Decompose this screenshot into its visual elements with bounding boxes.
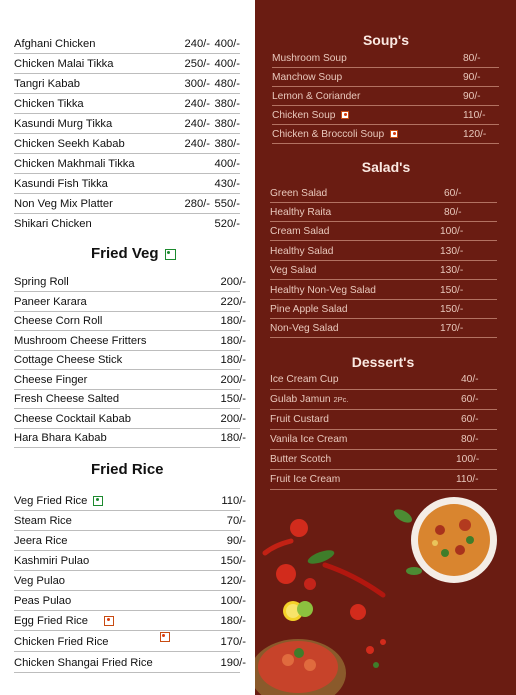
item-price: 200/- [220,373,246,386]
item-name: Jeera Rice [14,534,68,547]
item-name: Cream Salad [270,225,330,237]
menu-item [14,389,246,409]
item-name: Healthy Salad [270,245,334,257]
item-name: Chicken Makhmali Tikka [14,157,135,170]
item-price: 70/- [226,514,246,527]
menu-item [272,49,499,68]
item-price: 80/- [463,52,481,64]
non-veg-icon [341,111,349,119]
right-menu-panel [255,0,516,695]
menu-item [14,531,246,551]
item-name: Green Salad [270,187,328,199]
food-illustration [255,495,516,695]
item-price-half: 280/- [184,197,210,210]
veg-icon [165,249,176,260]
menu-item [14,428,246,448]
item-name: Fresh Cheese Salted [14,392,120,405]
item-name: Cottage Cheese Stick [14,353,123,366]
menu-item [14,511,246,531]
section-title-fried-rice: Fried Rice [91,461,164,478]
item-price-half: 250/- [184,57,210,70]
item-name: Pine Apple Salad [270,303,348,315]
item-price: 150/- [440,303,464,315]
item-price: 110/- [456,474,479,485]
item-price-half: 300/- [184,77,210,90]
menu-item [270,261,497,280]
item-name-text: Veg Fried Rice [14,494,88,507]
item-price: 100/- [456,454,480,465]
item-price-full: 520/- [214,218,240,230]
veg-icon [93,496,103,506]
item-price: 180/- [220,614,246,627]
item-price: 170/- [440,322,464,334]
menu-item [14,331,246,351]
item-price: 180/- [220,431,246,444]
item-price-half: 240/- [184,37,210,50]
menu-item [14,611,246,631]
menu-item [14,114,240,134]
item-name-text: Chicken & Broccoli Soup [272,128,385,140]
item-name: Chicken Malai Tikka [14,57,114,70]
item-name: Shikari Chicken [14,218,92,230]
menu-item [270,450,497,470]
item-price: 40/- [461,374,479,385]
item-name: Lemon & Coriander [272,90,361,102]
item-price-full: 400/- [214,157,240,170]
menu-item [14,571,246,591]
item-price: 150/- [220,554,246,567]
menu-item [270,390,497,410]
item-name: Chicken Shangai Fried Rice [14,656,153,669]
item-price: 190/- [220,656,246,669]
item-price: 180/- [220,314,246,327]
menu-item [272,125,499,144]
item-name: Spring Roll [14,275,69,288]
menu-item [270,410,497,430]
non-veg-icon [160,632,170,642]
item-name: Healthy Non-Veg Salad [270,284,376,296]
item-name: Veg Pulao [14,574,66,587]
item-name: Non-Veg Salad [270,322,339,334]
menu-item [270,319,497,338]
item-price: 90/- [226,534,246,547]
item-price: 170/- [220,635,246,648]
menu-item [14,34,240,54]
item-name: Veg Salad [270,264,317,276]
menu-item [14,632,246,652]
item-price: 150/- [440,284,464,296]
section-title-fried-veg [91,245,176,262]
menu-item [14,292,246,312]
menu-item [14,134,240,154]
menu-item [14,653,246,673]
item-price: 80/- [461,434,479,445]
item-name: Mushroom Cheese Fritters [14,334,147,347]
menu-item [270,470,497,490]
item-name: Peas Pulao [14,594,72,607]
menu-item [270,222,497,241]
item-name: Butter Scotch [270,454,332,465]
item-name: Mushroom Soup [272,52,347,64]
item-name: Steam Rice [14,514,72,527]
left-menu-panel [0,0,255,695]
item-price: 110/- [221,494,246,507]
item-price: 60/- [461,414,479,425]
section-title-salads: Salad's [361,159,411,175]
item-price: 110/- [463,109,486,121]
menu-item [14,74,240,94]
item-price-full: 430/- [214,177,240,190]
menu-item [270,370,497,390]
item-price: 150/- [220,392,246,405]
item-name-text: Gulab Jamun [270,394,331,405]
non-veg-icon [390,130,398,138]
item-name: Healthy Raita [270,206,332,218]
item-name: Cheese Cocktail Kabab [14,412,131,425]
item-name-text: Chicken Fried Rice [14,635,109,648]
item-name: Hara Bhara Kabab [14,431,107,444]
menu-item [14,311,246,331]
item-price: 180/- [220,353,246,366]
item-name: Chicken Tikka [14,97,84,110]
item-name: Kasundi Murg Tikka [14,117,113,130]
item-price-full: 550/- [214,197,240,210]
item-name: Afghani Chicken [14,37,96,50]
item-name: Kashmiri Pulao [14,554,90,567]
menu-item [14,54,240,74]
item-price: 90/- [463,71,481,83]
item-price-full: 400/- [214,57,240,70]
item-name: Kasundi Fish Tikka [14,177,108,190]
item-name: Ice Cream Cup [270,374,339,385]
item-price: 200/- [220,412,246,425]
section-title-soups: Soup's [362,32,410,48]
item-name: Tangri Kabab [14,77,80,90]
item-price: 220/- [220,295,246,308]
menu-item [14,370,246,390]
item-name: Paneer Karara [14,295,87,308]
item-price-half: 240/- [184,137,210,150]
item-price: 120/- [463,128,487,140]
item-price: 100/- [440,225,464,237]
menu-item [14,591,246,611]
item-name: Cheese Corn Roll [14,314,103,327]
menu-item [14,491,246,511]
menu-item [14,194,240,214]
menu-item [270,242,497,261]
item-price-full: 380/- [214,117,240,130]
item-name: Vanila Ice Cream [270,434,348,445]
menu-item [270,300,497,319]
item-name: Fruit Custard [270,414,329,425]
item-name: Chicken Seekh Kabab [14,137,125,150]
item-name-text: Egg Fried Rice [14,614,88,627]
item-price: 120/- [220,574,246,587]
menu-item [270,281,497,300]
item-price: 130/- [440,245,464,257]
item-price-full: 480/- [214,77,240,90]
menu-item [14,154,240,174]
item-price: 180/- [220,334,246,347]
item-price: 200/- [220,275,246,288]
item-price-half: 240/- [184,117,210,130]
item-price-full: 380/- [214,97,240,110]
non-veg-icon [104,616,114,626]
menu-item [272,87,499,106]
item-name: Manchow Soup [272,71,343,83]
item-name: Non Veg Mix Platter [14,197,113,210]
item-name: Fruit Ice Cream [270,474,341,485]
menu-item [270,184,497,203]
section-title-desserts: Dessert's [351,354,415,370]
menu-item [14,94,240,114]
item-name-text: Chicken Soup [272,109,336,121]
item-price: 60/- [461,394,479,405]
item-price-full: 400/- [214,37,240,50]
menu-item [14,272,246,292]
menu-item [272,68,499,87]
menu-item [14,350,246,370]
item-price-full: 380/- [214,137,240,150]
menu-item [14,174,240,194]
menu-item [14,214,240,234]
menu-item [14,551,246,571]
menu-item [14,409,246,429]
item-price: 90/- [463,90,481,102]
item-price: 80/- [444,206,462,218]
menu-item [270,203,497,222]
item-price: 100/- [220,594,246,607]
item-name: Cheese Finger [14,373,88,386]
item-price: 130/- [440,264,464,276]
item-price: 60/- [444,187,462,199]
item-price-half: 240/- [184,97,210,110]
item-qty: 2Pc. [333,395,349,404]
menu-item [270,430,497,450]
section-title-text: Fried Veg [91,245,159,262]
menu-item [272,106,499,125]
